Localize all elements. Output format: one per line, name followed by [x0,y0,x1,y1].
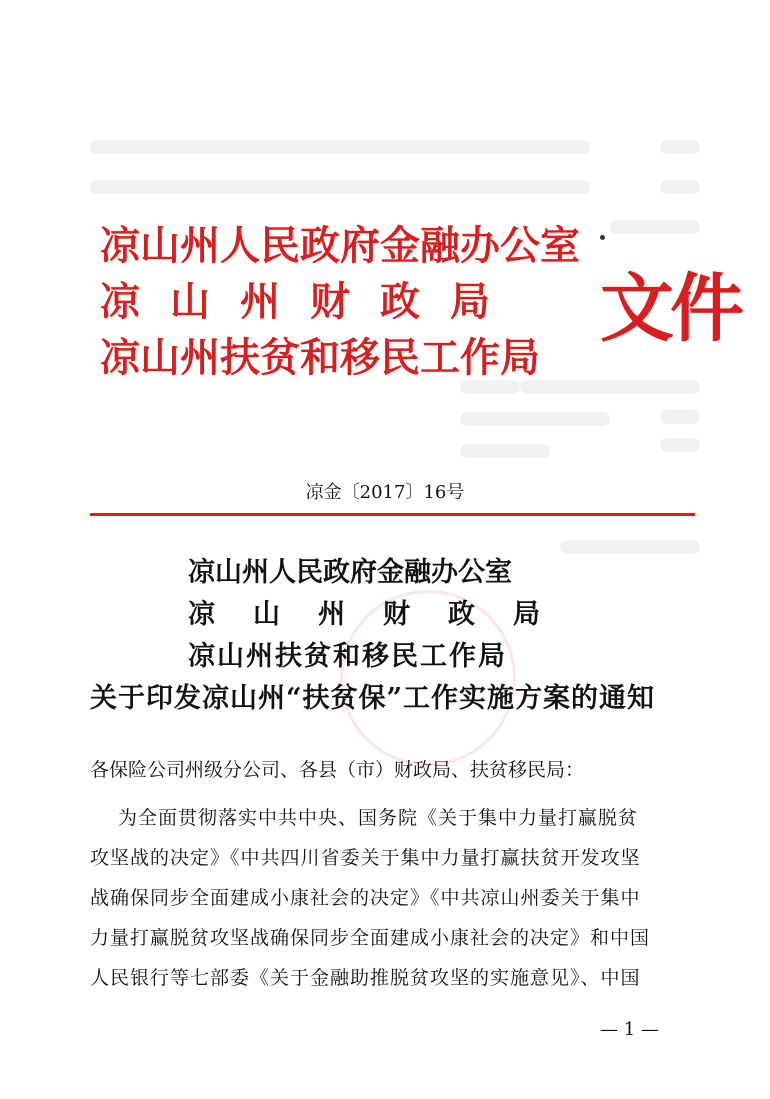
body-text [90,798,690,998]
body-line: 攻坚战的决定》《中共四川省委关于集中力量打赢扶贫开发攻坚 [90,847,641,869]
title-line: 凉山州扶贫和移民工作局 [188,641,507,672]
title-line: 关于印发凉山州“扶贫保”工作实施方案的通知 [90,683,656,714]
body-line: 战确保同步全面建成小康社会的决定》《中共凉山州委关于集中 [90,887,641,909]
body-line: 人民银行等七部委《关于金融助推脱贫攻坚的实施意见》、中国 [90,967,641,989]
body-line: 为全面贯彻落实中共中央、国务院《关于集中力量打赢脱贫 [118,807,639,829]
title-line: 凉山州人民政府金融办公室 [188,557,512,588]
issuer-name: 凉山州扶贫和移民工作局 [100,334,540,381]
body-line: 力量打赢脱贫攻坚战确保同步全面建成小康社会的决定》和中国 [90,927,651,949]
title-line: 凉山州财政局 [188,599,578,630]
page-number: — 1 — [600,1019,659,1040]
issuer-name: 凉山州人民政府金融办公室 [100,222,580,269]
issuer-header [100,218,620,386]
addressee: 各保险公司州级分公司、各县（市）财政局、扶贫移民局： [90,759,585,781]
document-number: 凉金〔2017〕16号 [305,482,465,503]
issuer-name: 凉山州财政局 [100,278,520,325]
document-title [90,552,710,720]
dot-mark [600,235,605,240]
document-label: 文件 [600,266,740,352]
red-divider [90,513,695,516]
